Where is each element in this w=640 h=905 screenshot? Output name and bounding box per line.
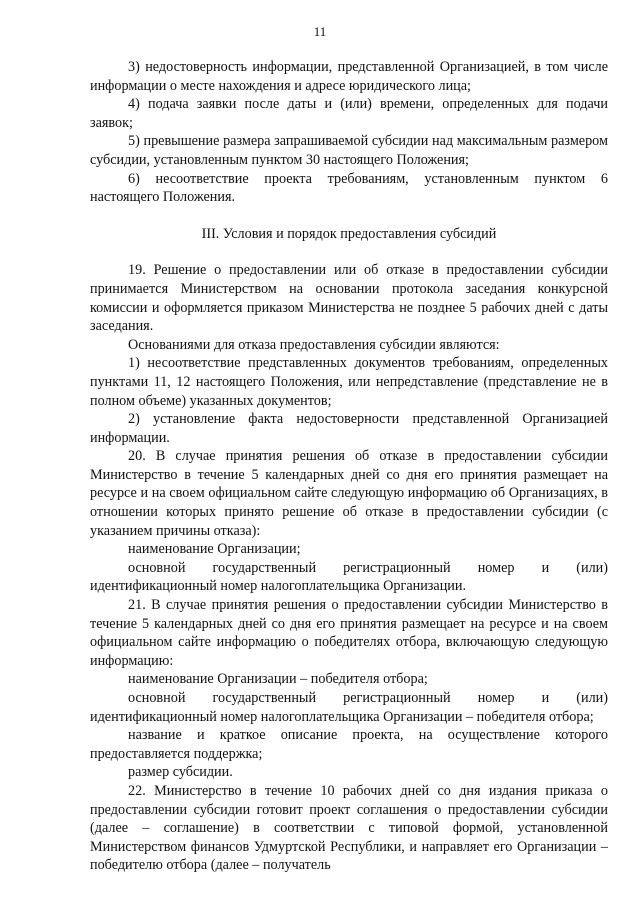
refusal-ground-1: 1) несоответствие представленных документов требованиям, определенных пунктами 11, 12 настоящего Положения, или непредставление (представление не в полном объеме) указанных документов; bbox=[90, 355, 608, 409]
clause-20: 20. В случае принятия решения об отказе в предоставлении субсидии Министерство в течение 5 календарных дней со дня его принятия размещает на ресурсе и на своем официальном сайте следующую информацию об Организациях, в отношении которых принято решение об отказе в предоставлении субсидии (с указанием причины отказа): bbox=[90, 448, 608, 539]
clause-19: 19. Решение о предоставлении или об отказе в предоставлении субсидии принимается Министерством на основании протокола заседания конкурсной комиссии и оформляется приказом Министерства не позднее 5 рабочих дней с даты заседания. bbox=[90, 262, 608, 335]
page-number: 11 bbox=[313, 24, 327, 39]
document-body bbox=[90, 58, 608, 875]
list-item-4: 4) подача заявки после даты и (или) времени, определенных для подачи заявок; bbox=[90, 96, 608, 131]
list-item-3: 3) недостоверность информации, представленной Организацией, в том числе информации о месте нахождения и адресе юридического лица; bbox=[90, 59, 608, 94]
clause-20-item-name: наименование Организации; bbox=[128, 541, 301, 558]
clause-21-item-amount: размер субсидии. bbox=[128, 764, 233, 781]
list-item-6: 6) несоответствие проекта требованиям, установленным пунктом 6 настоящего Положения. bbox=[90, 170, 608, 206]
clause-21-item-name: наименование Организации – победителя отбора; bbox=[128, 671, 428, 688]
clause-21-item-project: название и краткое описание проекта, на осуществление которого предоставляется поддержка; bbox=[90, 727, 608, 762]
refusal-ground-2: 2) установление факта недостоверности представленной Организацией информации. bbox=[90, 411, 608, 446]
section-heading: III. Условия и порядок предоставления субсидий bbox=[201, 225, 497, 242]
clause-21-item-numbers: основной государственный регистрационный номер и (или) идентификационный номер налогоплательщика Организации – победителя отбора; bbox=[90, 690, 608, 725]
clause-22: 22. Министерство в течение 10 рабочих дней со дня издания приказа о предоставлении субсидии готовит проект соглашения о предоставлении субсидии (далее – соглашение) в соответствии с типовой формой, установленной Министерством финансов Удмуртской Республики, и направляет его Организации – победителю отбора (далее – получатель bbox=[90, 782, 608, 874]
clause-20-item-numbers: основной государственный регистрационный номер и (или) идентификационный номер налогоплательщика Организации. bbox=[90, 559, 608, 595]
clause-21: 21. В случае принятия решения о предоставлении субсидии Министерство в течение 5 календарных дней со дня его принятия размещает на ресурсе и на своем официальном сайте информацию о победителях отбора, включающую следующую информацию: bbox=[90, 597, 608, 669]
list-item-5: 5) превышение размера запрашиваемой субсидии над максимальным размером субсидии, установленным пунктом 30 настоящего Положения; bbox=[90, 133, 608, 168]
refusal-grounds-intro: Основаниями для отказа предоставления субсидии являются: bbox=[128, 336, 500, 353]
